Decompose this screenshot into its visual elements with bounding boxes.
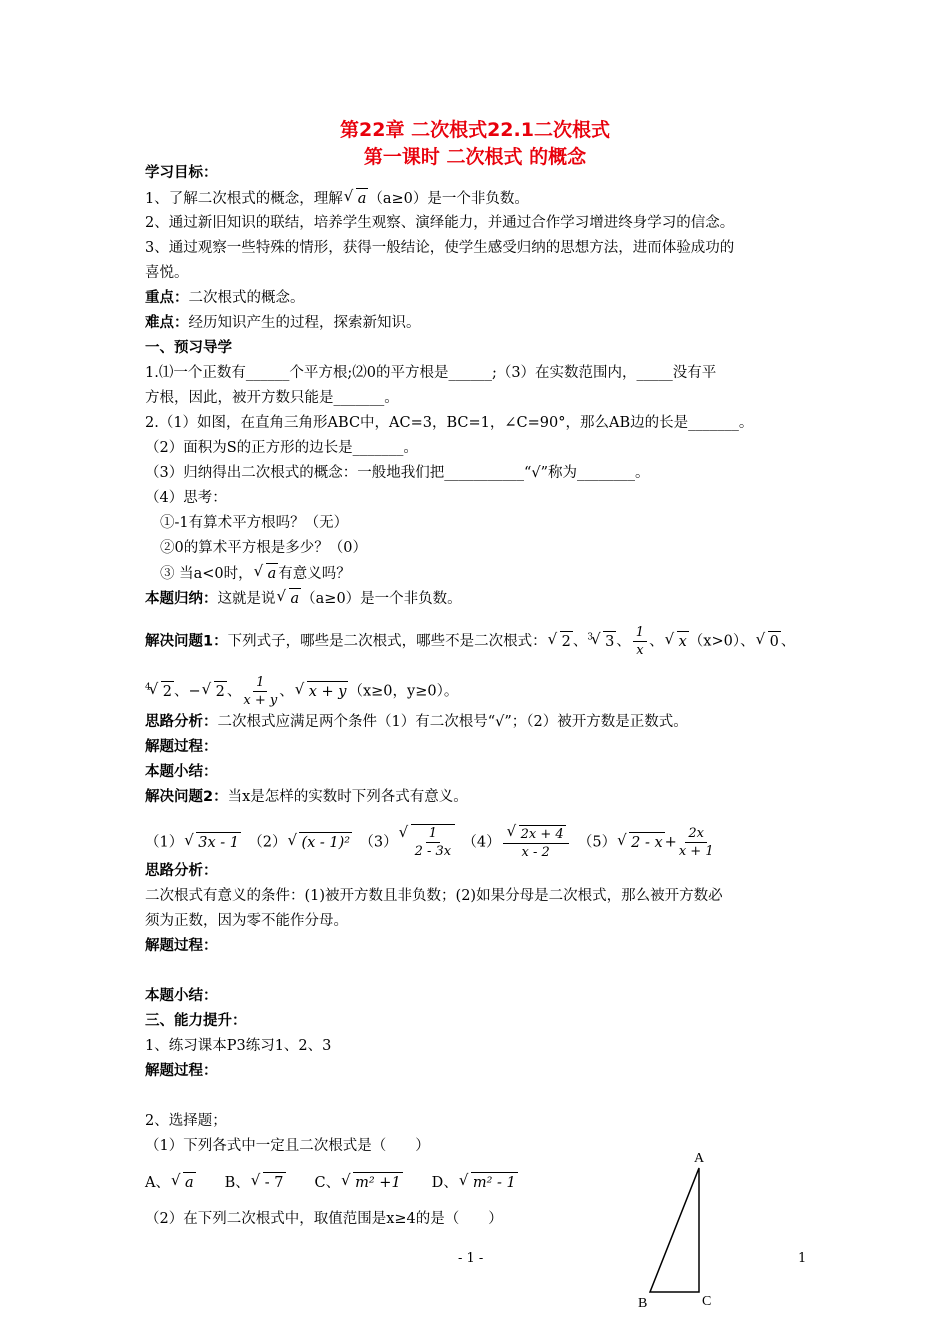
think-2: ②0的算术平方根是多少？（0） (160, 540, 367, 556)
preview-q2-3: （3）归纳得出二次根式的概念：一般地我们把___________“√”称为________。 (145, 465, 650, 481)
preview-q1-cont: 方根，因此，被开方数只能是_______。 (145, 390, 399, 406)
key-point: 重点：二次根式的概念。 (145, 290, 305, 306)
choice-q2: （2）在下列二次根式中，取值范围是x≥4的是（ ） (145, 1211, 503, 1227)
preview-q2: 2.（1）如图，在直角三角形ABC中，AC=3，BC=1，∠C=90°，那么AB边的长是_______。 (145, 415, 754, 431)
problem-2-items: （1）√ 3x - 1 （2）√ (x - 1)² （3） √ $\frac{1}{2 - 3x}$ （4） √ $\frac{2x + 4}{x - 2}$ （5）√ 2 - x + $\frac{2x}{x + 1}$ (145, 824, 716, 861)
analysis-2-b: 须为正数，因为零不能作分母。 (145, 913, 348, 929)
page-number: - 1 - (458, 1251, 484, 1266)
title-line2: 第一课时 二次根式 的概念 (363, 146, 587, 168)
goal-2: 2、通过新旧知识的联结，培养学生观察、演绎能力，并通过合作学习增进终身学习的信念。 (145, 215, 735, 231)
goal-1: 1、了解二次根式的概念，理解√ a （a≥0）是一个非负数。 (145, 188, 529, 209)
summary-1: 本题归纳：这就是说√ a （a≥0）是一个非负数。 (145, 588, 462, 609)
process-label-1: 解题过程： (145, 739, 218, 755)
section-preview: 一、预习导学 (145, 340, 232, 356)
practice: 1、练习课本P3练习1、2、3 (145, 1038, 332, 1054)
think-3: ③ 当a<0时，√ a 有意义吗？ (160, 563, 351, 584)
problem-1-cont: $^4$√ 2 、−√ 2 、 $\frac{1}{x + y}$ 、√ x + y （x≥0，y≥0）。 (145, 674, 458, 709)
page-index: 1 (798, 1251, 807, 1266)
goal-3: 3、通过观察一些特殊的情形，获得一般结论，使学生感受归纳的思想方法，进而体验成功的 (145, 240, 735, 256)
vertex-b-label: B (638, 1296, 648, 1311)
difficulty: 难点：经历知识产生的过程，探索新知识。 (145, 315, 421, 331)
vertex-c-label: C (702, 1294, 712, 1309)
triangle-abc (650, 1168, 699, 1292)
wrap-label-2: 本题小结： (145, 988, 218, 1004)
goals-label: 学习目标： (145, 165, 218, 181)
problem-2: 解决问题2：当x是怎样的实数时下列各式有意义。 (145, 789, 468, 805)
choice-q1: （1）下列各式中一定且二次根式是（ ） (145, 1138, 430, 1154)
triangle-figure (630, 1140, 730, 1315)
section-ability: 三、能力提升： (145, 1013, 247, 1029)
wrap-label-1: 本题小结： (145, 764, 218, 780)
preview-q1: 1.⑴一个正数有______个平方根;⑵0的平方根是______;（3）在实数范围内，_____没有平 (145, 365, 717, 381)
think-1: ①-1有算术平方根吗？（无） (160, 515, 349, 531)
analysis-1: 思路分析：二次根式应满足两个条件（1）有二次根号“√”；（2）被开方数是正数式。 (145, 714, 688, 730)
process-label-3: 解题过程： (145, 1063, 218, 1079)
title-line1: 第22章 二次根式22.1二次根式 (340, 119, 610, 141)
choice-title: 2、选择题； (145, 1113, 227, 1129)
preview-q2-2: （2）面积为S的正方形的边长是_______。 (145, 440, 418, 456)
analysis-2-a: 二次根式有意义的条件：(1)被开方数且非负数；(2)如果分母是二次根式，那么被开方数必 (145, 888, 723, 904)
problem-1: 解决问题1：下列式子，哪些是二次根式，哪些不是二次根式：√ 2 、$^3$√ 3 、 $\frac{1}{x}$ 、√ x （x>0）、√ 0 、 (145, 624, 795, 659)
choice-options: A、√ a B、√ - 7 C、√ m² +1 D、√ m² - 1 (145, 1172, 518, 1193)
vertex-a-label: A (694, 1151, 705, 1166)
goal-3-cont: 喜悦。 (145, 265, 189, 281)
process-label-2: 解题过程： (145, 938, 218, 954)
preview-q2-4: （4）思考： (145, 490, 227, 506)
analysis-2-label: 思路分析： (145, 863, 218, 879)
